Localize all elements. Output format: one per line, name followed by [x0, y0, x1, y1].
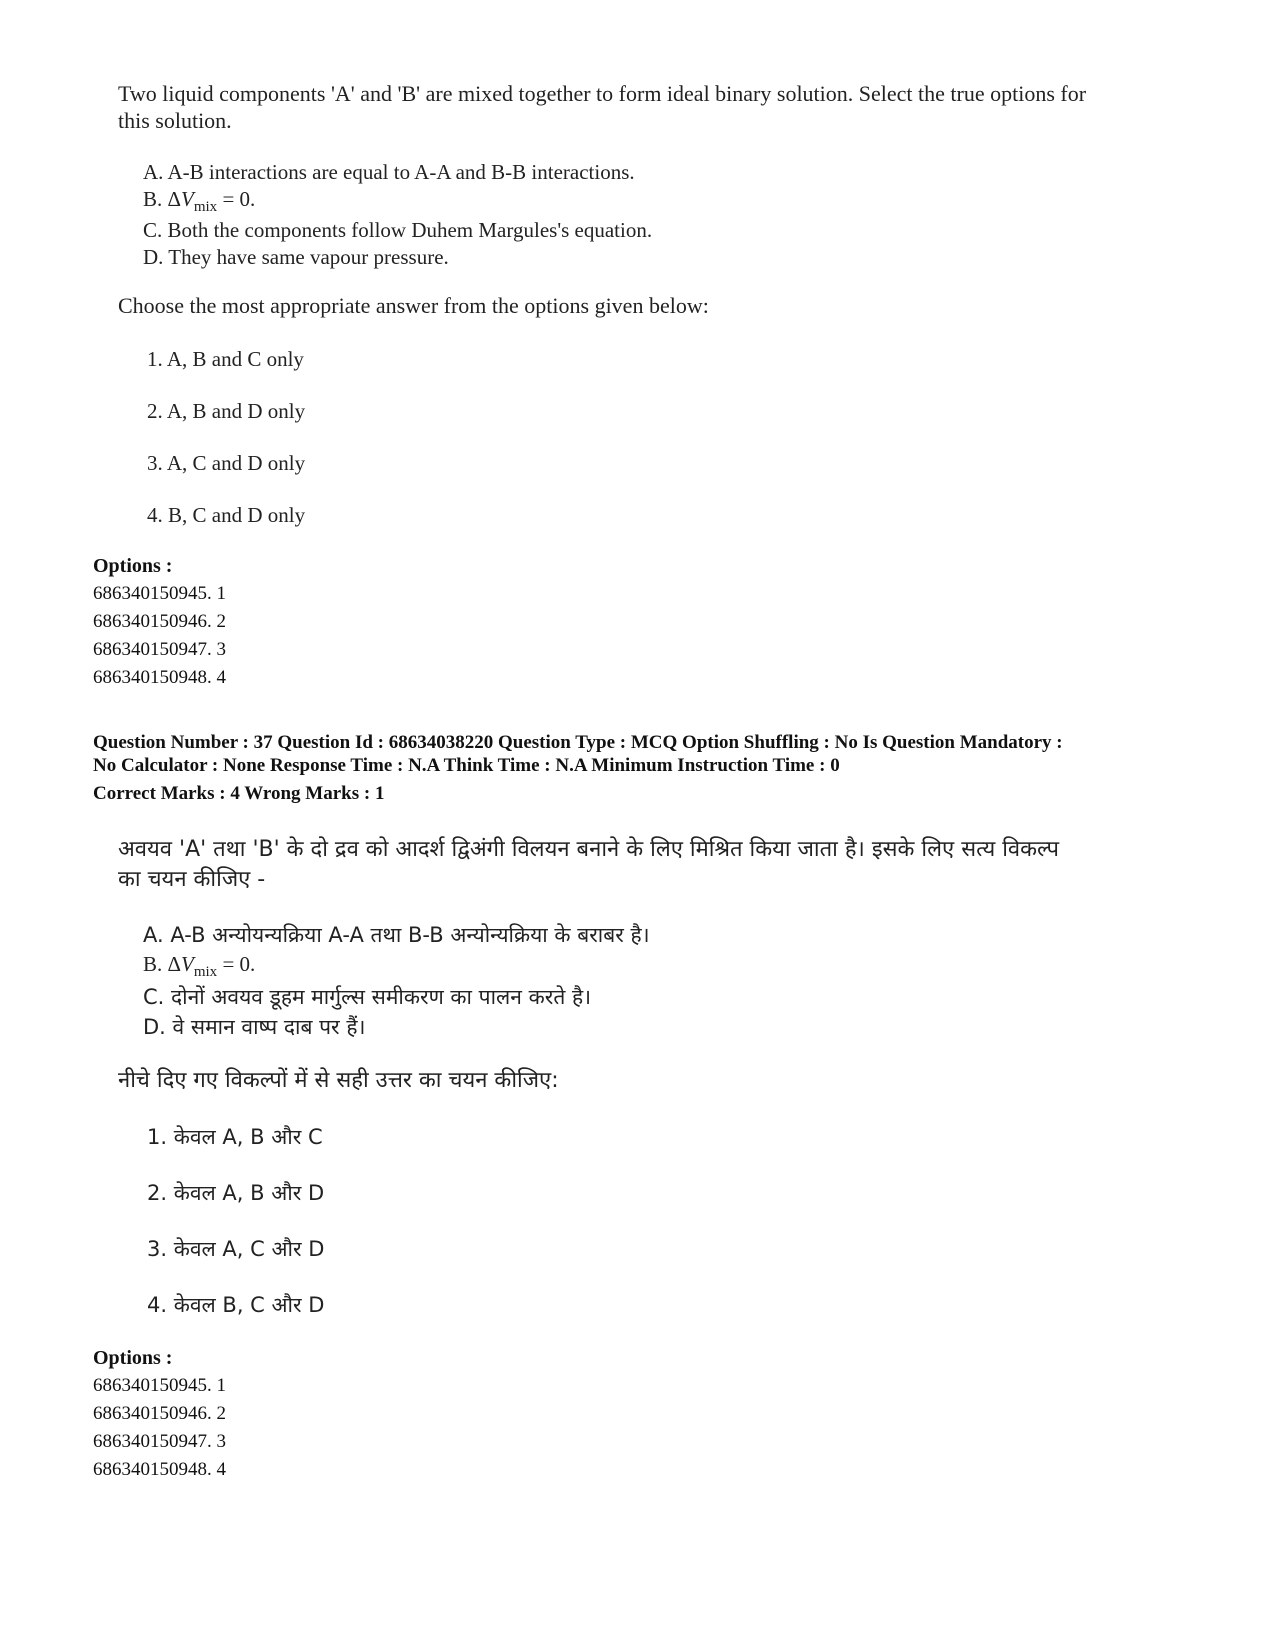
q1-answer-1: 1. A, B and C only — [147, 347, 304, 371]
q2-statement-b-prefix: B. Δ — [143, 952, 182, 976]
q1-text-line2: this solution. — [118, 108, 232, 133]
q1-statement-b-suffix: = 0. — [217, 187, 256, 211]
q2-statement-c: C. दोनों अवयव डूहम मार्गुल्स समीकरण का पालन करते है। — [143, 985, 592, 1009]
q2-statement-b-sub: mix — [193, 964, 218, 980]
q1-prompt: Choose the most appropriate answer from the options given below: — [118, 293, 709, 318]
q2-statement-d: D. वे समान वाष्प दाब पर हैं। — [143, 1015, 366, 1039]
q1-option-2: 686340150946. 2 — [93, 611, 226, 632]
q2-option-1: 686340150945. 1 — [93, 1375, 226, 1396]
q2-statement-b — [143, 950, 255, 986]
q1-option-1: 686340150945. 1 — [93, 583, 226, 604]
q1-text-line1: Two liquid components 'A' and 'B' are mixed together to form ideal binary solution. Select the true options for — [118, 81, 1087, 106]
q1-answer-4: 4. B, C and D only — [147, 503, 306, 527]
q2-statement-a: A. A-B अन्योयन्यक्रिया A-A तथा B-B अन्योन्यक्रिया के बराबर है। — [143, 923, 650, 947]
q2-option-3: 686340150947. 3 — [93, 1431, 226, 1452]
q2-text-line1: अवयव 'A' तथा 'B' के दो द्रव को आदर्श द्विअंगी विलयन बनाने के लिए मिश्रित किया जाता है। इसके लिए सत्य विकल्प — [118, 837, 1059, 862]
q2-answer-1: 1. केवल A, B और C — [147, 1125, 323, 1149]
q2-answer-4: 4. केवल B, C और D — [147, 1293, 325, 1317]
q1-statement-d: D. They have same vapour pressure. — [143, 245, 449, 269]
q2-options-label: Options : — [93, 1347, 173, 1369]
q2-meta-line2: No Calculator : None Response Time : N.A Think Time : N.A Minimum Instruction Time : 0 — [93, 755, 840, 776]
q2-prompt: नीचे दिए गए विकल्पों में से सही उत्तर का चयन कीजिए: — [118, 1068, 559, 1093]
q2-meta-line3: Correct Marks : 4 Wrong Marks : 1 — [93, 783, 385, 804]
q2-option-4: 686340150948. 4 — [93, 1459, 226, 1480]
q1-answer-2: 2. A, B and D only — [147, 399, 306, 423]
q1-options-label: Options : — [93, 555, 173, 577]
q1-option-4: 686340150948. 4 — [93, 667, 226, 688]
q1-statement-b-sub: mix — [193, 199, 218, 215]
q2-statement-b-var: V — [181, 952, 194, 976]
q2-answer-2: 2. केवल A, B और D — [147, 1181, 325, 1205]
q1-statement-c: C. Both the components follow Duhem Margules's equation. — [143, 218, 653, 242]
q2-answer-3: 3. केवल A, C और D — [147, 1237, 325, 1261]
q1-statement-b-var: V — [181, 187, 194, 211]
q1-statement-b-prefix: B. Δ — [143, 187, 182, 211]
q1-option-3: 686340150947. 3 — [93, 639, 226, 660]
q1-answer-3: 3. A, C and D only — [147, 451, 306, 475]
q1-statement-a: A. A-B interactions are equal to A-A and B-B interactions. — [143, 160, 635, 184]
q2-text-line2: का चयन कीजिए - — [118, 867, 266, 892]
q2-option-2: 686340150946. 2 — [93, 1403, 226, 1424]
q2-statement-b-suffix: = 0. — [217, 952, 256, 976]
q2-meta-line1: Question Number : 37 Question Id : 68634038220 Question Type : MCQ Option Shuffling : No Is Question Mandatory : — [93, 732, 1063, 753]
